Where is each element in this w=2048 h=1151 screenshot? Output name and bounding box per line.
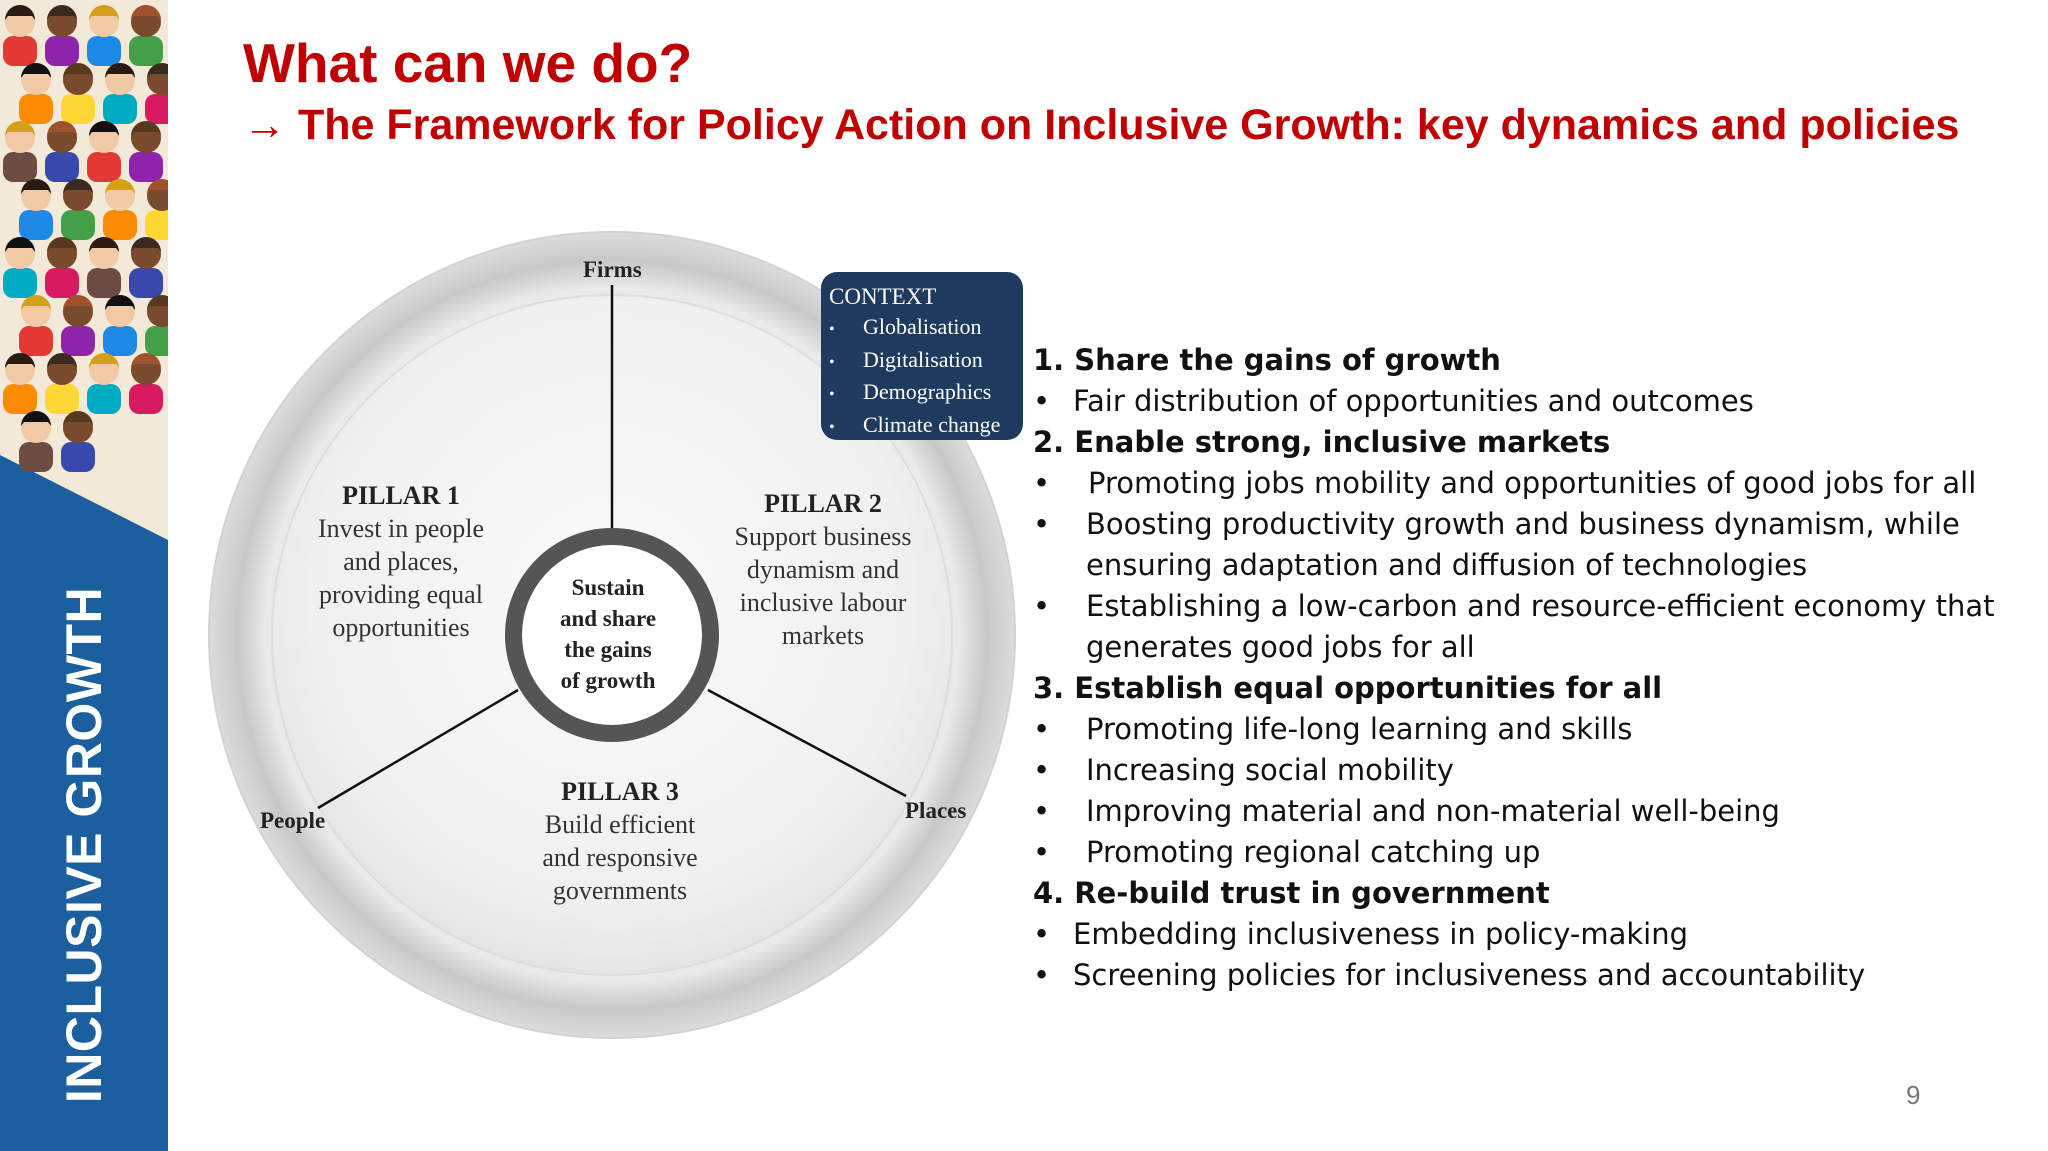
- pillar-3-heading: PILLAR 3: [561, 777, 679, 806]
- context-item: • Digitalisation: [829, 345, 1015, 378]
- context-box: [821, 272, 1023, 440]
- context-item: • Globalisation: [829, 312, 1015, 345]
- pillar-1-text: Invest in people and places, providing equal opportunities: [317, 514, 485, 642]
- firms-label: Firms: [583, 257, 642, 282]
- pillar-1-heading: PILLAR 1: [342, 481, 460, 510]
- people-label: People: [260, 808, 326, 833]
- bullet: •: [829, 418, 835, 436]
- pillar-2-heading: PILLAR 2: [764, 489, 882, 518]
- slide-subtitle: → The Framework for Policy Action on Inclusive Growth: key dynamics and policies: [243, 101, 1960, 149]
- bullet: •: [829, 353, 835, 371]
- page-number: 9: [1906, 1080, 1921, 1110]
- bullet: •: [1033, 384, 1051, 418]
- context-item: • Climate change: [829, 410, 1015, 443]
- bullet: •: [1033, 753, 1051, 787]
- list-item: • Promoting jobs mobility and opportunities of good jobs for all: [1033, 463, 2013, 504]
- hub-label: Sustain and share the gains of growth: [559, 575, 657, 693]
- list-item: • Increasing social mobility: [1033, 750, 2013, 791]
- context-list: [829, 312, 1015, 442]
- bullet: •: [829, 386, 835, 403]
- bullet: •: [829, 321, 835, 338]
- sidebar-banner: [0, 0, 168, 1151]
- slide-title: What can we do?: [243, 32, 693, 94]
- list-item: • Improving material and non-material well-being: [1033, 791, 2013, 832]
- list-item: • Fair distribution of opportunities and outcomes: [1033, 381, 2013, 422]
- bullet: •: [1033, 712, 1051, 746]
- pillar-3: [500, 776, 740, 907]
- places-label: Places: [905, 798, 967, 823]
- pillar-1: [276, 480, 526, 644]
- pillar-2-text: Support business dynamism and inclusive labour markets: [734, 522, 912, 650]
- bullet: •: [1033, 589, 1051, 623]
- list-item: • Establishing a low-carbon and resource-efficient economy that generates good jobs for all: [1033, 586, 2013, 668]
- policy-heading-3: 3. Establish equal opportunities for all: [1033, 671, 1663, 705]
- context-title: CONTEXT: [829, 284, 937, 309]
- pillar-2: [708, 488, 938, 652]
- bullet: •: [1033, 794, 1051, 828]
- bullet: •: [1033, 958, 1051, 992]
- policy-heading-1: 1. Share the gains of growth: [1033, 343, 1501, 377]
- context-item: • Demographics: [829, 377, 1015, 410]
- sidebar-label: INCLUSIVE GROWTH: [56, 586, 112, 1104]
- list-item: • Screening policies for inclusiveness and accountability: [1033, 955, 2013, 996]
- bullet: •: [1033, 917, 1051, 951]
- bullet: •: [1033, 835, 1051, 869]
- policy-heading-4: 4. Re-build trust in government: [1033, 876, 1550, 910]
- list-item: • Boosting productivity growth and business dynamism, while ensuring adaptation and diffusion of technologies: [1033, 504, 2013, 586]
- bullet: •: [1033, 466, 1051, 500]
- list-item: • Promoting regional catching up: [1033, 832, 2013, 873]
- pillar-3-text: Build efficient and responsive governments: [542, 810, 698, 905]
- policy-list: [1033, 340, 2013, 996]
- crowd-illustration: [0, 0, 168, 540]
- bullet: •: [1033, 507, 1051, 541]
- list-item: • Promoting life-long learning and skills: [1033, 709, 2013, 750]
- policy-heading-2: 2. Enable strong, inclusive markets: [1033, 425, 1611, 459]
- list-item: • Embedding inclusiveness in policy-making: [1033, 914, 2013, 955]
